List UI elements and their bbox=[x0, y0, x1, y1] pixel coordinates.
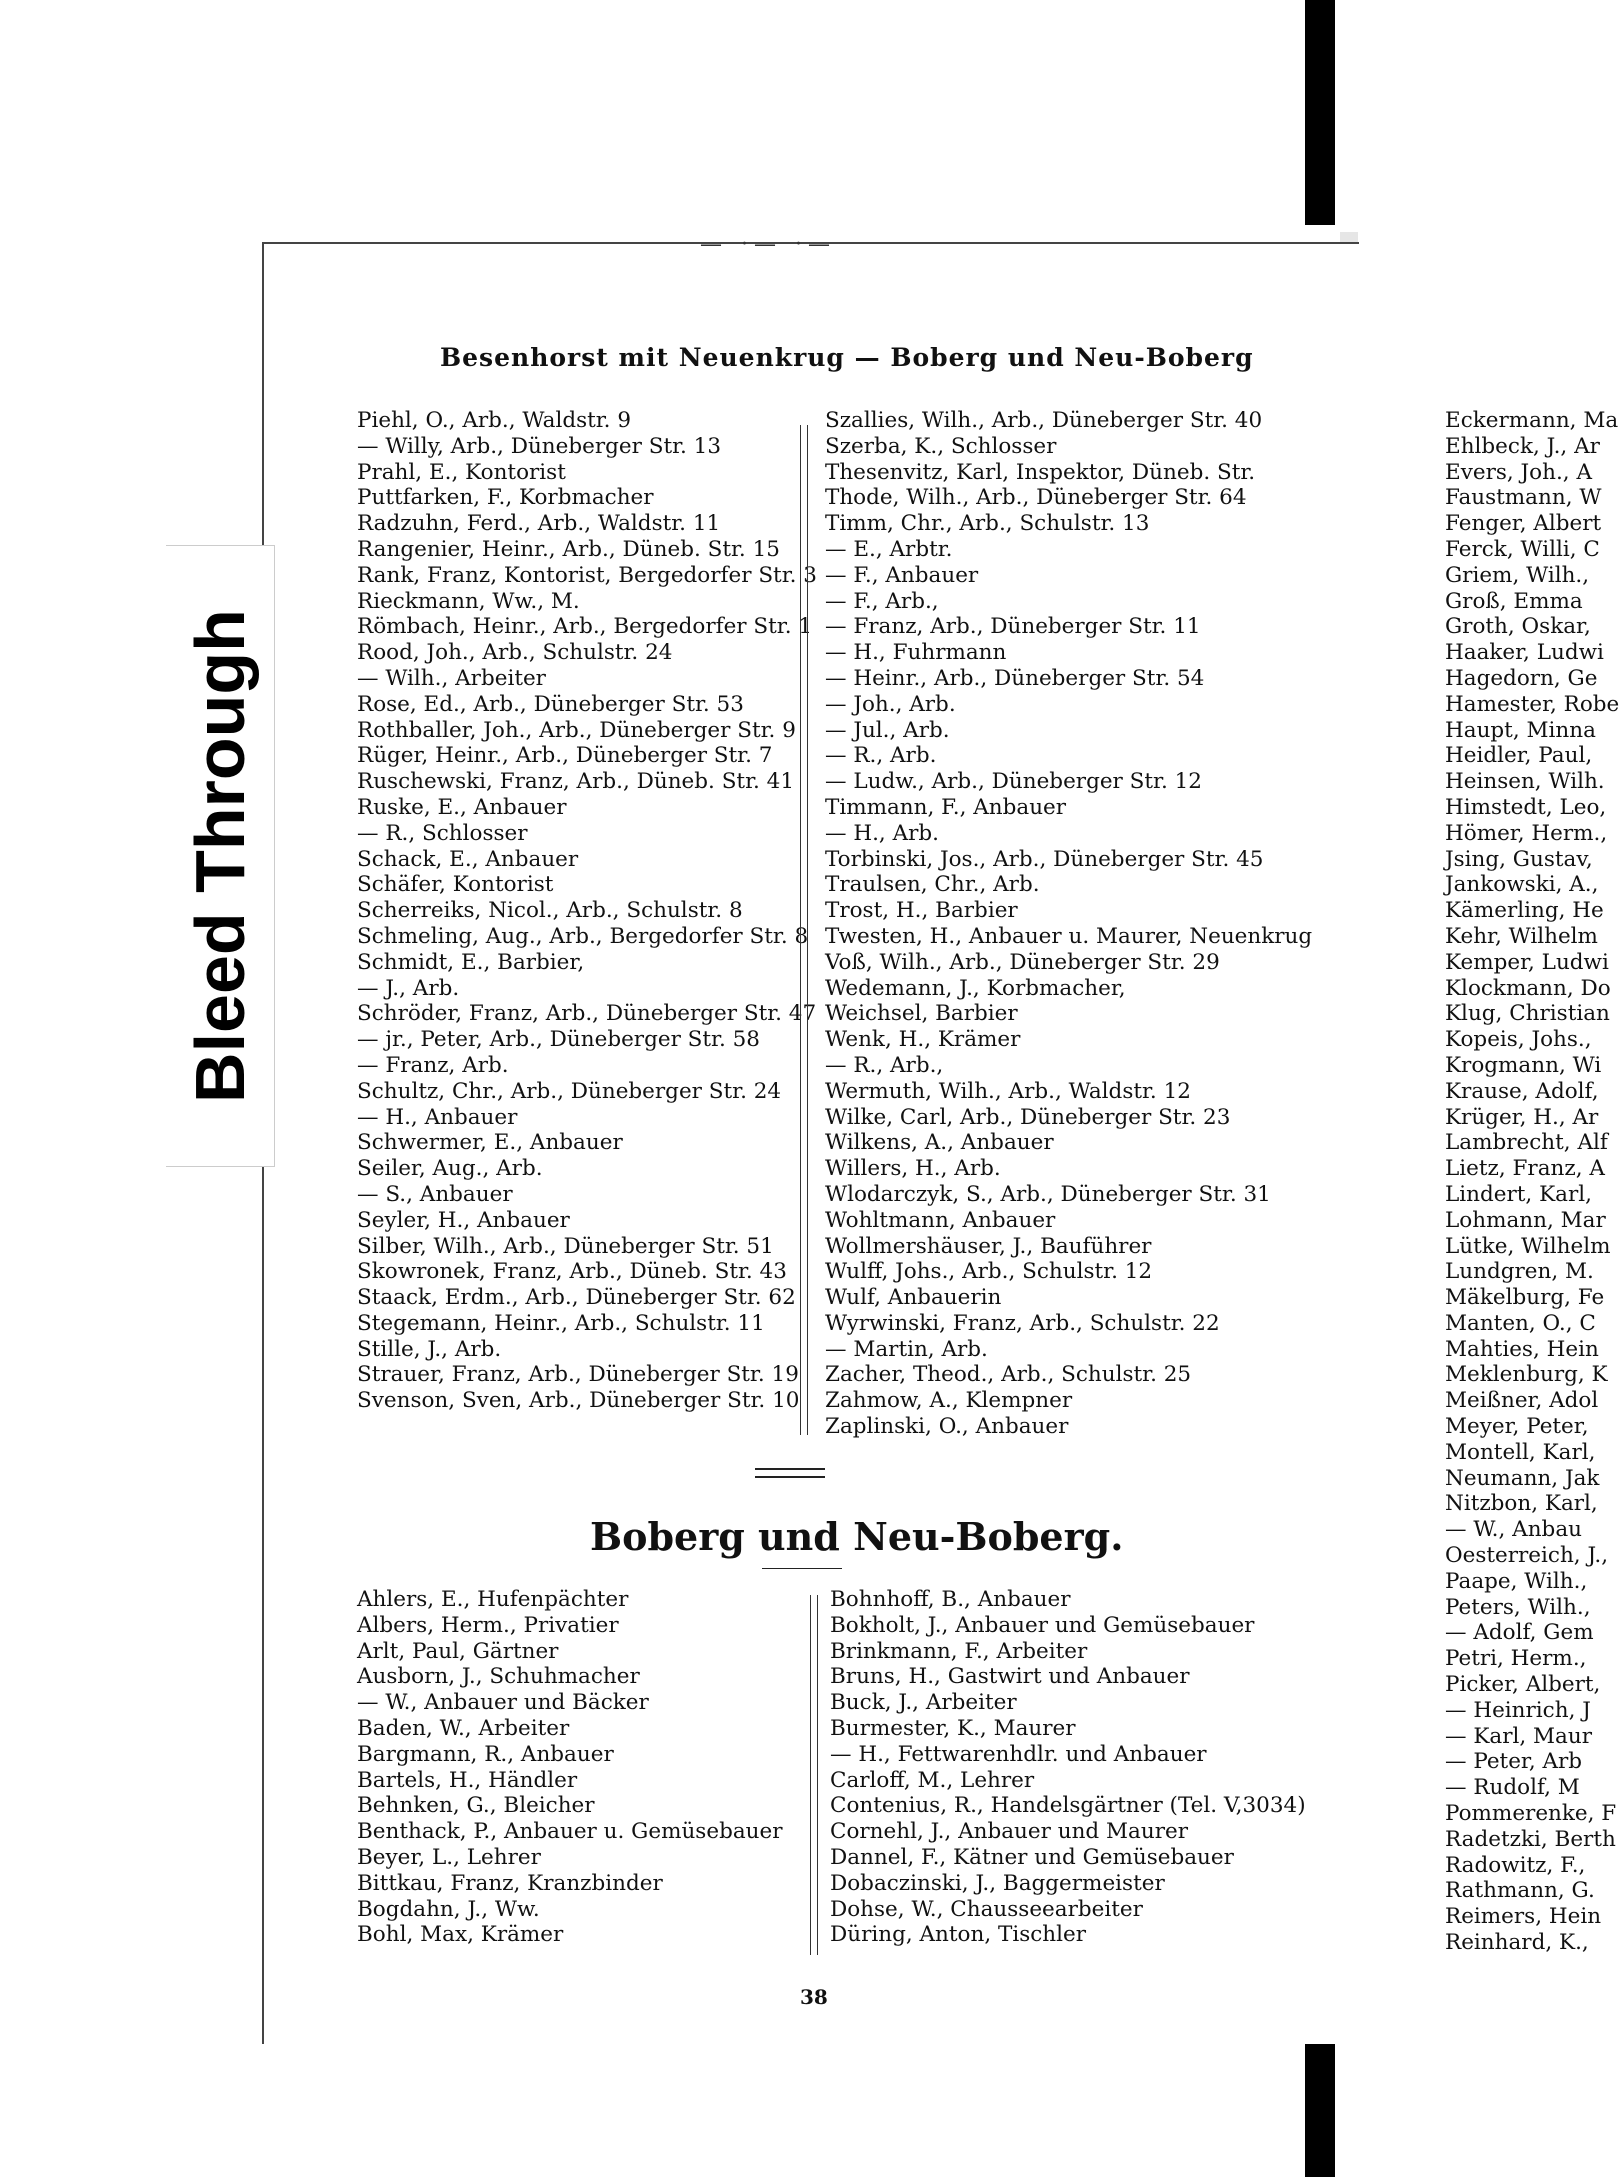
bleed-entry: Groth, Oskar, bbox=[1445, 614, 1591, 640]
directory-entry: Schmeling, Aug., Arb., Bergedorfer Str. 8 bbox=[357, 923, 809, 949]
bleed-entry: Himstedt, Leo, bbox=[1445, 794, 1607, 820]
bleed-entry: Lindert, Karl, bbox=[1445, 1181, 1592, 1207]
directory-entry: — Heinr., Arb., Düneberger Str. 54 bbox=[825, 665, 1205, 691]
bleed-entry: Reimers, Hein bbox=[1445, 1904, 1602, 1930]
directory-entry: Rank, Franz, Kontorist, Bergedorfer Str. 3 bbox=[357, 562, 817, 588]
directory-entry: Schultz, Chr., Arb., Düneberger Str. 24 bbox=[357, 1078, 782, 1104]
bleed-entry: — Peter, Arb bbox=[1445, 1749, 1583, 1775]
directory-entry: Bogdahn, J., Ww. bbox=[357, 1896, 540, 1922]
directory-entry: Trost, H., Barbier bbox=[825, 898, 1018, 924]
directory-entry: Behnken, G., Bleicher bbox=[357, 1793, 595, 1819]
directory-entry: Strauer, Franz, Arb., Düneberger Str. 19 bbox=[357, 1362, 799, 1388]
directory-entry: Schack, E., Anbauer bbox=[357, 846, 579, 872]
bleed-entry: Radowitz, F., bbox=[1445, 1852, 1586, 1878]
bleed-entry: — Adolf, Gem bbox=[1445, 1620, 1594, 1646]
directory-entry: — H., Anbauer bbox=[357, 1104, 518, 1130]
directory-entry: Rieckmann, Ww., M. bbox=[357, 588, 580, 614]
directory-entry: Wenk, H., Krämer bbox=[825, 1027, 1021, 1053]
bleed-entry: — Heinrich, J bbox=[1445, 1697, 1591, 1723]
directory-entry: Schmidt, E., Barbier, bbox=[357, 949, 585, 975]
directory-entry: — Martin, Arb. bbox=[825, 1336, 988, 1362]
bleed-entry: Eckermann, Ma bbox=[1445, 408, 1619, 433]
page-header: Besenhorst mit Neuenkrug — Boberg und Neu-Boberg bbox=[440, 343, 1254, 372]
bleed-entry: Montell, Karl, bbox=[1445, 1439, 1596, 1465]
bleed-entry: Kämerling, He bbox=[1445, 898, 1604, 924]
directory-entry: Silber, Wilh., Arb., Düneberger Str. 51 bbox=[357, 1233, 774, 1259]
bleed-entry: Neumann, Jak bbox=[1445, 1465, 1600, 1491]
directory-entry: Voß, Wilh., Arb., Düneberger Str. 29 bbox=[825, 949, 1220, 975]
directory-entry: — S., Anbauer bbox=[357, 1181, 513, 1207]
directory-entry: Ausborn, J., Schuhmacher bbox=[357, 1664, 640, 1690]
column-separator-upper bbox=[800, 425, 808, 1435]
bleed-entry: Krogmann, Wi bbox=[1445, 1052, 1602, 1078]
directory-entry: Contenius, R., Handelsgärtner (Tel. V,3034) bbox=[830, 1793, 1306, 1819]
directory-entry: Stille, J., Arb. bbox=[357, 1336, 502, 1362]
directory-entry: Wyrwinski, Franz, Arb., Schulstr. 22 bbox=[825, 1310, 1220, 1336]
directory-entry: — H., Arb. bbox=[825, 820, 939, 846]
directory-entry: Dohse, W., Chausseearbeiter bbox=[830, 1896, 1143, 1922]
bleed-entry: Haaker, Ludwi bbox=[1445, 640, 1604, 666]
directory-entry: Buck, J., Arbeiter bbox=[830, 1690, 1017, 1716]
directory-entry: Stegemann, Heinr., Arb., Schulstr. 11 bbox=[357, 1310, 765, 1336]
directory-entry: Burmester, K., Maurer bbox=[830, 1715, 1076, 1741]
directory-entry: Wilkens, A., Anbauer bbox=[825, 1130, 1054, 1156]
bleed-entry: Griem, Wilh., bbox=[1445, 562, 1590, 588]
bleed-through-label bbox=[166, 545, 275, 1167]
directory-entry: — Willy, Arb., Düneberger Str. 13 bbox=[357, 433, 722, 459]
bleed-entry: Krause, Adolf, bbox=[1445, 1078, 1599, 1104]
directory-entry: Piehl, O., Arb., Waldstr. 9 bbox=[357, 408, 632, 433]
bleed-entry: Lundgren, M. bbox=[1445, 1259, 1594, 1285]
directory-entry: — R., Schlosser bbox=[357, 820, 528, 846]
bleed-entry: Klug, Christian bbox=[1445, 1001, 1610, 1027]
directory-entry: Arlt, Paul, Gärtner bbox=[357, 1638, 559, 1664]
bleed-entry: Nitzbon, Karl, bbox=[1445, 1491, 1598, 1517]
directory-entry: Scherreiks, Nicol., Arb., Schulstr. 8 bbox=[357, 898, 743, 924]
directory-entry: Wohltmann, Anbauer bbox=[825, 1207, 1056, 1233]
directory-entry: Seyler, H., Anbauer bbox=[357, 1207, 570, 1233]
directory-entry: Wermuth, Wilh., Arb., Waldstr. 12 bbox=[825, 1078, 1191, 1104]
directory-entry: — Franz, Arb., Düneberger Str. 11 bbox=[825, 614, 1201, 640]
bleed-dashes: — ·— ·— bbox=[700, 232, 836, 257]
directory-entry: — F., Anbauer bbox=[825, 562, 979, 588]
directory-entry: Radzuhn, Ferd., Arb., Waldstr. 11 bbox=[357, 511, 721, 537]
bleed-entry: Kopeis, Johs., bbox=[1445, 1027, 1592, 1053]
bleed-through-text: Bleed Through bbox=[181, 609, 259, 1103]
directory-entry: Wlodarczyk, S., Arb., Düneberger Str. 31 bbox=[825, 1181, 1271, 1207]
directory-entry: Traulsen, Chr., Arb. bbox=[825, 872, 1040, 898]
bleed-entry: Meyer, Peter, bbox=[1445, 1414, 1589, 1440]
directory-entry: Twesten, H., Anbauer u. Maurer, Neuenkrug bbox=[825, 923, 1313, 949]
bleed-entry: Lietz, Franz, A bbox=[1445, 1156, 1605, 1182]
directory-entry: Prahl, E., Kontorist bbox=[357, 459, 566, 485]
directory-entry: Puttfarken, F., Korbmacher bbox=[357, 485, 654, 511]
bleed-entry: Jsing, Gustav, bbox=[1445, 846, 1593, 872]
lower-right-column bbox=[830, 1587, 1306, 1948]
column-separator-lower bbox=[810, 1595, 818, 1955]
section-title-rule bbox=[762, 1568, 842, 1569]
bleed-entry: Jankowski, A., bbox=[1445, 872, 1599, 898]
directory-entry: Bokholt, J., Anbauer und Gemüsebauer bbox=[830, 1612, 1255, 1638]
bleed-entry: Ferck, Willi, C bbox=[1445, 536, 1600, 562]
directory-entry: Zacher, Theod., Arb., Schulstr. 25 bbox=[825, 1362, 1192, 1388]
directory-entry: Thode, Wilh., Arb., Düneberger Str. 64 bbox=[825, 485, 1247, 511]
bleed-entry: Hamester, Robe bbox=[1445, 691, 1619, 717]
bleed-entry: Groß, Emma bbox=[1445, 588, 1583, 614]
directory-entry: Willers, H., Arb. bbox=[825, 1156, 1001, 1182]
directory-entry: Bruns, H., Gastwirt und Anbauer bbox=[830, 1664, 1190, 1690]
directory-entry: Wollmershäuser, J., Bauführer bbox=[825, 1233, 1152, 1259]
directory-entry: Schwermer, E., Anbauer bbox=[357, 1130, 623, 1156]
directory-entry: Carloff, M., Lehrer bbox=[830, 1767, 1035, 1793]
directory-entry: — jr., Peter, Arb., Düneberger Str. 58 bbox=[357, 1027, 760, 1053]
directory-entry: — W., Anbauer und Bäcker bbox=[357, 1690, 649, 1716]
bleed-entry: Peters, Wilh., bbox=[1445, 1594, 1591, 1620]
directory-entry: — R., Arb. bbox=[825, 743, 937, 769]
directory-entry: Timmann, F., Anbauer bbox=[825, 794, 1067, 820]
directory-entry: — Wilh., Arbeiter bbox=[357, 665, 546, 691]
directory-entry: Torbinski, Jos., Arb., Düneberger Str. 45 bbox=[825, 846, 1264, 872]
directory-entry: Rothballer, Joh., Arb., Düneberger Str. 9 bbox=[357, 717, 796, 743]
directory-entry: Römbach, Heinr., Arb., Bergedorfer Str. 1 bbox=[357, 614, 813, 640]
directory-entry: Bartels, H., Händler bbox=[357, 1767, 578, 1793]
directory-entry: Bargmann, R., Anbauer bbox=[357, 1741, 614, 1767]
directory-entry: Schäfer, Kontorist bbox=[357, 872, 554, 898]
page-number: 38 bbox=[800, 1985, 828, 2009]
bleed-entry: Oesterreich, J., bbox=[1445, 1543, 1609, 1569]
bleed-entry: Heidler, Paul, bbox=[1445, 743, 1593, 769]
lower-left-column bbox=[357, 1587, 783, 1948]
bleed-entry: Faustmann, W bbox=[1445, 485, 1602, 511]
directory-entry: Bittkau, Franz, Kranzbinder bbox=[357, 1870, 663, 1896]
directory-entry: Seiler, Aug., Arb. bbox=[357, 1156, 543, 1182]
bleed-page-column bbox=[1445, 408, 1619, 1956]
directory-entry: Baden, W., Arbeiter bbox=[357, 1715, 570, 1741]
bleed-entry: Mahties, Hein bbox=[1445, 1336, 1599, 1362]
directory-entry: Szallies, Wilh., Arb., Düneberger Str. 40 bbox=[825, 408, 1263, 433]
directory-entry: Wedemann, J., Korbmacher, bbox=[825, 975, 1126, 1001]
directory-entry: — Jul., Arb. bbox=[825, 717, 950, 743]
directory-entry: — H., Fuhrmann bbox=[825, 640, 1007, 666]
section-double-rule bbox=[755, 1468, 825, 1478]
scan-edge-bar-top bbox=[1305, 0, 1335, 225]
directory-entry: Zaplinski, O., Anbauer bbox=[825, 1414, 1069, 1440]
directory-entry: Brinkmann, F., Arbeiter bbox=[830, 1638, 1088, 1664]
directory-entry: Dannel, F., Kätner und Gemüsebauer bbox=[830, 1844, 1234, 1870]
bleed-entry: Lohmann, Mar bbox=[1445, 1207, 1606, 1233]
directory-entry: Zahmow, A., Klempner bbox=[825, 1388, 1073, 1414]
directory-entry: Albers, Herm., Privatier bbox=[357, 1612, 619, 1638]
bleed-entry: Petri, Herm., bbox=[1445, 1646, 1587, 1672]
bleed-entry: Evers, Joh., A bbox=[1445, 459, 1592, 485]
directory-entry: — H., Fettwarenhdlr. und Anbauer bbox=[830, 1741, 1207, 1767]
directory-entry: — Joh., Arb. bbox=[825, 691, 956, 717]
bleed-entry: Pommerenke, F bbox=[1445, 1801, 1617, 1827]
directory-entry: Dobaczinski, J., Baggermeister bbox=[830, 1870, 1165, 1896]
directory-entry: Szerba, K., Schlosser bbox=[825, 433, 1057, 459]
directory-entry: Rangenier, Heinr., Arb., Düneb. Str. 15 bbox=[357, 536, 780, 562]
directory-entry: Wulf, Anbauerin bbox=[825, 1285, 1002, 1311]
bleed-entry: Krüger, H., Ar bbox=[1445, 1104, 1599, 1130]
directory-entry: Weichsel, Barbier bbox=[825, 1001, 1018, 1027]
directory-entry: Schröder, Franz, Arb., Düneberger Str. 47 bbox=[357, 1001, 817, 1027]
directory-entry: Rood, Joh., Arb., Schulstr. 24 bbox=[357, 640, 673, 666]
directory-entry: Rüger, Heinr., Arb., Düneberger Str. 7 bbox=[357, 743, 773, 769]
bleed-entry: Paape, Wilh., bbox=[1445, 1568, 1588, 1594]
bleed-entry: Meißner, Adol bbox=[1445, 1388, 1599, 1414]
directory-entry: Ahlers, E., Hufenpächter bbox=[357, 1587, 629, 1612]
bleed-entry: Rathmann, G. bbox=[1445, 1878, 1595, 1904]
directory-entry: Thesenvitz, Karl, Inspektor, Düneb. Str. bbox=[825, 459, 1256, 485]
directory-entry: Wilke, Carl, Arb., Düneberger Str. 23 bbox=[825, 1104, 1231, 1130]
directory-entry: Ruschewski, Franz, Arb., Düneb. Str. 41 bbox=[357, 769, 795, 795]
directory-entry: Bohnhoff, B., Anbauer bbox=[830, 1587, 1071, 1612]
directory-entry: Timm, Chr., Arb., Schulstr. 13 bbox=[825, 511, 1150, 537]
bleed-entry: — W., Anbau bbox=[1445, 1517, 1582, 1543]
bleed-entry: Ehlbeck, J., Ar bbox=[1445, 433, 1600, 459]
bleed-entry: Reinhard, K., bbox=[1445, 1930, 1589, 1956]
upper-left-column bbox=[357, 408, 817, 1414]
bleed-entry: Radetzki, Berth bbox=[1445, 1826, 1616, 1852]
bleed-entry: Klockmann, Do bbox=[1445, 975, 1611, 1001]
directory-entry: Benthack, P., Anbauer u. Gemüsebauer bbox=[357, 1819, 783, 1845]
directory-entry: — Ludw., Arb., Düneberger Str. 12 bbox=[825, 769, 1202, 795]
directory-entry: Beyer, L., Lehrer bbox=[357, 1844, 541, 1870]
directory-entry: Cornehl, J., Anbauer und Maurer bbox=[830, 1819, 1188, 1845]
bleed-entry: Haupt, Minna bbox=[1445, 717, 1596, 743]
directory-entry: Düring, Anton, Tischler bbox=[830, 1922, 1087, 1948]
bleed-entry: Lütke, Wilhelm bbox=[1445, 1233, 1611, 1259]
bleed-entry: Heinsen, Wilh. bbox=[1445, 769, 1605, 795]
bleed-entry: — Rudolf, M bbox=[1445, 1775, 1580, 1801]
directory-entry: Skowronek, Franz, Arb., Düneb. Str. 43 bbox=[357, 1259, 787, 1285]
directory-entry: Wulff, Johs., Arb., Schulstr. 12 bbox=[825, 1259, 1153, 1285]
bleed-entry: Fenger, Albert bbox=[1445, 511, 1602, 537]
bleed-entry: Hagedorn, Ge bbox=[1445, 665, 1598, 691]
bleed-entry: Mäkelburg, Fe bbox=[1445, 1285, 1605, 1311]
upper-right-column bbox=[825, 408, 1312, 1440]
directory-entry: Ruske, E., Anbauer bbox=[357, 794, 567, 820]
bleed-entry: Meklenburg, K bbox=[1445, 1362, 1608, 1388]
bleed-entry: — Karl, Maur bbox=[1445, 1723, 1592, 1749]
bleed-entry: Picker, Albert, bbox=[1445, 1672, 1601, 1698]
directory-entry: Bohl, Max, Krämer bbox=[357, 1922, 564, 1948]
bleed-entry: Hömer, Herm., bbox=[1445, 820, 1608, 846]
directory-entry: — F., Arb., bbox=[825, 588, 939, 614]
directory-entry: Svenson, Sven, Arb., Düneberger Str. 10 bbox=[357, 1388, 800, 1414]
directory-entry: — R., Arb., bbox=[825, 1052, 944, 1078]
directory-entry: Staack, Erdm., Arb., Düneberger Str. 62 bbox=[357, 1285, 796, 1311]
bleed-entry: Manten, O., C bbox=[1445, 1310, 1596, 1336]
directory-entry: — Franz, Arb. bbox=[357, 1052, 509, 1078]
bleed-entry: Kehr, Wilhelm bbox=[1445, 923, 1598, 949]
directory-entry: — E., Arbtr. bbox=[825, 536, 953, 562]
section-title: Boberg und Neu-Boberg. bbox=[590, 1514, 1124, 1559]
bleed-entry: Kemper, Ludwi bbox=[1445, 949, 1609, 975]
directory-entry: Rose, Ed., Arb., Düneberger Str. 53 bbox=[357, 691, 744, 717]
directory-entry: — J., Arb. bbox=[357, 975, 460, 1001]
bleed-entry: Lambrecht, Alf bbox=[1445, 1130, 1608, 1156]
